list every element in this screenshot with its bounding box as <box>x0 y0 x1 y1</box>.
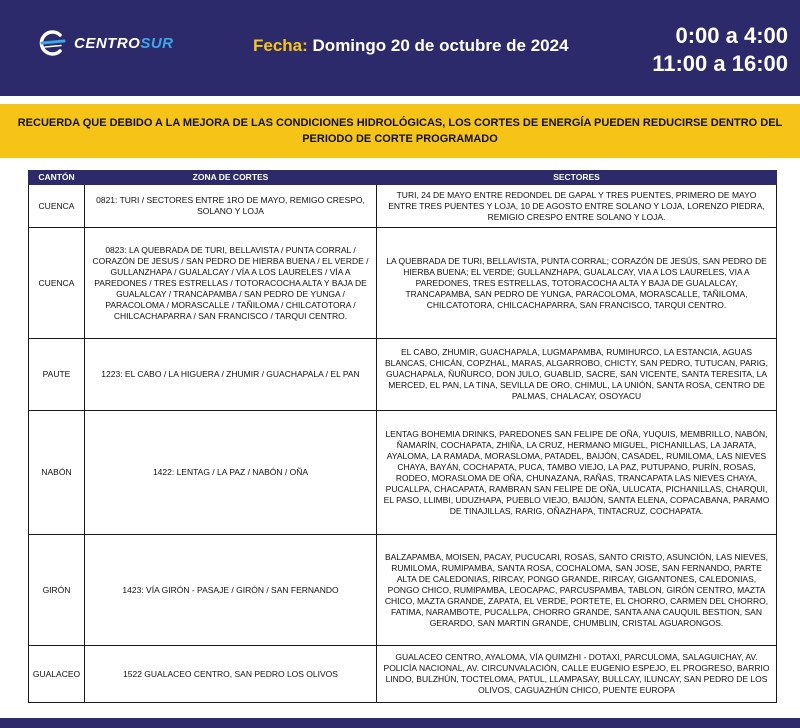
sectores-cell: BALZAPAMBA, MOISEN, PACAY, PUCUCARI, ROSAS, SANTO CRISTO, ASUNCIÓN, LAS NIEVES, RUMILOMA, RUMIPAMBA, SANTA ROSA, COCHALOMA, SAN JOSE, SAN FERNANDO, PARTE ALTA DE CALEDONIAS, RIRCAY, PONGO GRANDE, RIRCAY, GIGANTONES, CALEDONIAS, PONGO CHICO, RUMIPAMBA, LEOCAPAC, PARCUSPAMBA, TABLON, GIRÓN CENTRO, MAZTA CHICO, MAZTA GRANDE, ZAPATA, EL VERDE, PORTETE, EL CHORRO, CARMEN DEL CHORRO, FATIMA, NARAMBOTE, PUCALLPA, CHORRO GRANDE, SANTA ANA CAUQUIL BESTION, SAN GERARDO, SAN MARTIN GRANDE, CHUMBLIN, CRISTAL AGUARONGOS. <box>377 535 777 646</box>
outage-table <box>28 170 777 703</box>
sectores-cell: TURI, 24 DE MAYO ENTRE REDONDEL DE GAPAL Y TRES PUENTES, PRIMERO DE MAYO ENTRE TRES PUENTES Y LOJA, 10 DE AGOSTO ENTRE SOLANO Y LOJA, LORENZO PIEDRA, REMIGIO CRESPO ENTRE SOLANO Y LOJA. <box>377 185 777 228</box>
time-slot: 11:00 a 16:00 <box>652 51 788 76</box>
header-canton: CANTÓN <box>29 171 85 185</box>
table-row <box>29 185 777 228</box>
table-header-row <box>29 171 777 185</box>
centrosur-logo <box>34 30 174 56</box>
time-slots <box>652 22 788 78</box>
notice-text: RECUERDA QUE DEBIDO A LA MEJORA DE LAS CONDICIONES HIDROLÓGICAS, LOS CORTES DE ENERGÍA PUEDEN REDUCIRSE DENTRO DEL PERIODO DE CORTE PROGRAMADO <box>17 117 783 145</box>
table-row <box>29 535 777 646</box>
table-row <box>29 228 777 339</box>
canton-cell: GUALACEO <box>29 646 85 703</box>
sectores-cell: GUALACEO CENTRO, AYALOMA, VÍA QUIMZHI - DOTAXI, PARCULOMA, SALAGUICHAY, AV. POLICÍA NACIONAL, AV. CIRCUNVALACIÓN, CALLE EUGENIO ESPEJO, EL PROGRESO, BARRIO LINDO, BULZHÚN, TOCTELOMA, PATUL, LLAMPASAY, BULLCAY, ILUNCAY, SAN PEDRO DE LOS OLIVOS, CAGUAZHÚN CHICO, PUENTE EUROPA <box>377 646 777 703</box>
zona-cell: 1522 GUALACEO CENTRO, SAN PEDRO LOS OLIVOS <box>85 646 377 703</box>
date-value: Domingo 20 de octubre de 2024 <box>312 36 569 55</box>
header-zona: ZONA DE CORTES <box>85 171 377 185</box>
footer-bar <box>0 718 800 728</box>
header-sectores: SECTORES <box>377 171 777 185</box>
canton-cell: GIRÓN <box>29 535 85 646</box>
zona-cell: 0823: LA QUEBRADA DE TURI, BELLAVISTA / PUNTA CORRAL / CORAZÓN DE JESUS / SAN PEDRO DE HIERBA BUENA / EL VERDE / GULLANZHAPA / GUALALCAY / VÍA A LOS LAURELES / VÍA A PAREDONES / TRES ESTRELLAS / TOTORACOCHA ALTA Y BAJA DE GUALALCAY / TRANCAPAMBA / SAN PEDRO DE YUNGA / PARACOLOMA / MORASCALLE / TAÑILOMA / CHILCATOTORA / CHILCACHAPARRA / SAN FRANCISCO / TARQUI CENTRO. <box>85 228 377 339</box>
canton-cell: NABÓN <box>29 411 85 535</box>
logo-text: CENTROSUR <box>74 34 174 52</box>
date-label: Fecha: <box>253 36 308 55</box>
sectores-cell: LENTAG BOHEMIA DRINKS, PAREDONES SAN FELIPE DE OÑA, YUQUIS, MEMBRILLO, NABÓN, ÑAMARÍN, COCHAPATA, ZHIÑA, LA CRUZ, HERMANO MIGUEL, PICHANILLAS, LA JARATA, AYALOMA, LA RAMADA, MORASLOMA, PATADEL, BAIJÓN, CASADEL, RUMILOMA, LAS NIEVES CHAYA, BAYÁN, COCHAPATA, PUCA, TAMBO VIEJO, LA PAZ, PUTUPANO, PURÍN, ROSAS, RODEO, MORASLOMA DE OÑA, CHUNAZANA, RAÑAS, TRANCAPATA LAS NIEVES CHAYA, PUCALLPA, CHACAPATA, RAMBRAN SAN FELIPE DE OÑA, ULUCATA, PICHANILLAS, CHARQUI, EL PASO, LLIMBI, UDUZHAPA, PUEBLO VIEJO, BAIJÓN, SANTA ELENA, COPACABANA, PARAMO DE TINAJILLAS, RARIG, OÑAZHAPA, TINTACRUZ, COCHAPATA. <box>377 411 777 535</box>
table-row <box>29 339 777 411</box>
zona-cell: 0821: TURI / SECTORES ENTRE 1RO DE MAYO, REMIGO CRESPO, SOLANO Y LOJA <box>85 185 377 228</box>
zona-cell: 1223: EL CABO / LA HIGUERA / ZHUMIR / GUACHAPALA / EL PAN <box>85 339 377 411</box>
canton-cell: CUENCA <box>29 185 85 228</box>
canton-cell: PAUTE <box>29 339 85 411</box>
table-row <box>29 646 777 703</box>
time-slot: 0:00 a 4:00 <box>675 23 788 48</box>
table-row <box>29 411 777 535</box>
sectores-cell: EL CABO, ZHUMIR, GUACHAPALA, LUGMAPAMBA, RUMIHURCO, LA ESTANCIA, AGUAS BLANCAS, CHICÁN, COPZHAL, MARAS, ALGARROBO, CHICTY, SAN PEDRO, TUTUCAN, PARIG, GUACHAPALA, ÑUÑURCO, DON JULO, GUABLID, SACRE, SAN VICENTE, SANTA TERESITA, LA MERCED, EL PAN, LA TINA, SEVILLA DE ORO, CHIMUL, LA UNIÓN, SANTA ROSA, CENTRO DE PALMAS, CHALACAY, OSOYACU <box>377 339 777 411</box>
zona-cell: 1422: LENTAG / LA PAZ / NABÓN / OÑA <box>85 411 377 535</box>
date-line <box>253 36 569 56</box>
zona-cell: 1423: VÍA GIRÓN - PASAJE / GIRÓN / SAN FERNANDO <box>85 535 377 646</box>
page-header <box>0 0 800 96</box>
sectores-cell: LA QUEBRADA DE TURI, BELLAVISTA, PUNTA CORRAL; CORAZÓN DE JESÚS, SAN PEDRO DE HIERBA BUENA; EL VERDE; GULLANZHAPA, GUALALCAY, VIA A LOS LAURELES, VIA A PAREDONES, TRES ESTRELLAS, TOTORACOCHA ALTA Y BAJA DE GUALALCAY, TRANCAPAMBA, SAN PEDRO DE YUNGA, PARACOLOMA, MORASCALLE, TAÑILOMA, CHILCATOTORA, CHILCACHAPARRA, SAN FRANCISCO, TARQUI CENTRO. <box>377 228 777 339</box>
logo-emblem-icon <box>34 30 68 56</box>
canton-cell: CUENCA <box>29 228 85 339</box>
notice-banner <box>0 104 800 158</box>
